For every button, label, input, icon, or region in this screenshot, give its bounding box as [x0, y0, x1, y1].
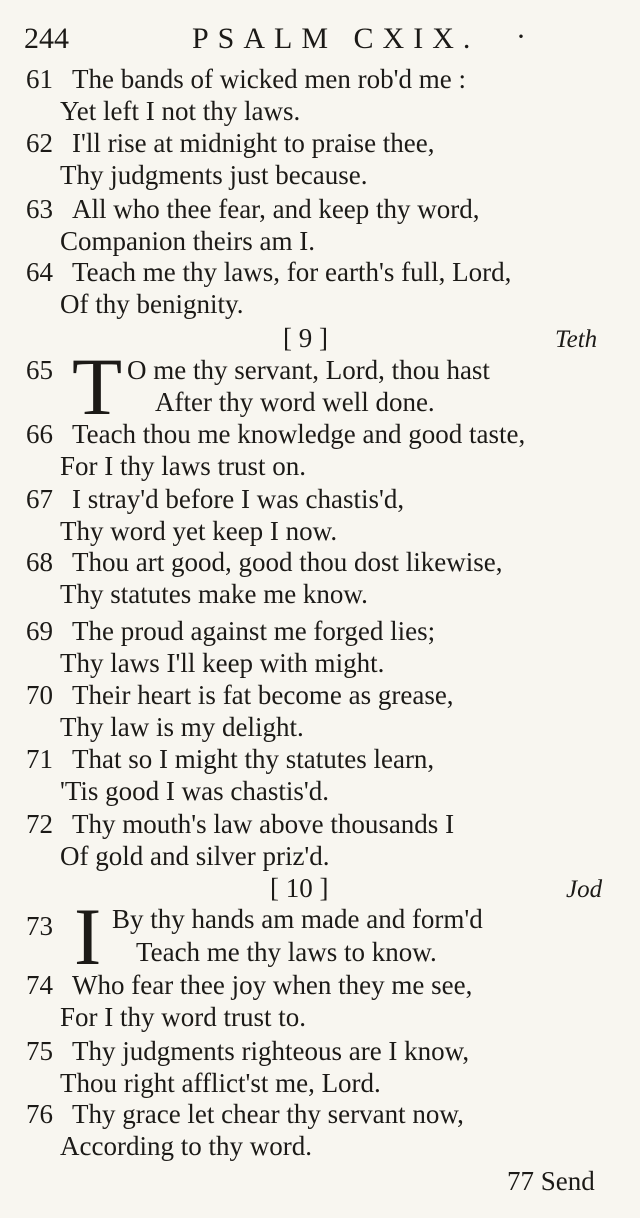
- verse-text: By thy hands am made and form'd: [112, 904, 483, 934]
- verse-number: 71: [26, 744, 53, 774]
- hebrew-letter: Teth: [555, 326, 598, 353]
- verse-number: 74: [26, 970, 53, 1000]
- verse-line-cont: Thou right afflict'st me, Lord.: [60, 1068, 381, 1098]
- drop-cap: T: [72, 341, 123, 432]
- verse-text: I stray'd before I was chastis'd,: [72, 484, 405, 514]
- section-number: [ 10 ]: [270, 873, 329, 903]
- verse-line: [26, 682, 454, 709]
- page-number: 244: [24, 22, 69, 55]
- header-dot: ·: [516, 20, 526, 53]
- verse-line: [26, 259, 511, 286]
- verse-number: 70: [26, 680, 53, 710]
- verse-line: [26, 1038, 469, 1065]
- verse-line-cont: Of thy benignity.: [60, 289, 244, 319]
- verse-number: 72: [26, 809, 53, 839]
- verse-text: Teach thou me knowledge and good taste,: [72, 419, 526, 449]
- section-number: [ 9 ]: [283, 323, 328, 353]
- verse-text: The bands of wicked men rob'd me :: [72, 64, 467, 94]
- hebrew-letter: Jod: [566, 876, 603, 903]
- verse-number: 73: [26, 911, 53, 941]
- verse-line-cont: Thy word yet keep I now.: [60, 516, 338, 546]
- verse-line-cont: Thy laws I'll keep with might.: [60, 648, 385, 678]
- verse-text: I'll rise at midnight to praise thee,: [72, 128, 435, 158]
- verse-number: 61: [26, 64, 53, 94]
- verse-line: [26, 130, 435, 157]
- verse-line-cont: Teach me thy laws to know.: [136, 937, 437, 967]
- verse-line-cont: Thy law is my delight.: [60, 712, 304, 742]
- verse-number: 76: [26, 1099, 53, 1129]
- verse-line-cont: Thy statutes make me know.: [60, 579, 368, 609]
- verse-number: 62: [26, 128, 53, 158]
- verse-line-cont: Thy judgments just because.: [60, 160, 368, 190]
- verse-line: [26, 486, 404, 513]
- verse-text: The proud against me forged lies;: [72, 616, 436, 646]
- verse-text: Thy grace let chear thy servant now,: [72, 1099, 464, 1129]
- verse-text: That so I might thy statutes learn,: [72, 744, 435, 774]
- verse-line-cont: For I thy laws trust on.: [60, 451, 306, 481]
- verse-line: [26, 549, 502, 576]
- verse-line: [26, 1101, 464, 1128]
- verse-text: All who thee fear, and keep thy word,: [72, 194, 480, 224]
- verse-line-cont: Companion theirs am I.: [60, 226, 315, 256]
- catchword: 77 Send: [507, 1166, 595, 1196]
- verse-line: [26, 196, 480, 223]
- verse-line: [26, 618, 435, 645]
- verse-line: [26, 746, 434, 773]
- verse-line-cont: For I thy word trust to.: [60, 1002, 306, 1032]
- running-title: PSALM CXIX.: [192, 22, 480, 55]
- verse-line-cont: After thy word well done.: [155, 387, 435, 417]
- verse-text: Thou art good, good thou dost likewise,: [72, 547, 503, 577]
- verse-text: O me thy servant, Lord, thou hast: [127, 355, 490, 385]
- verse-number: 66: [26, 419, 53, 449]
- verse-line: [26, 811, 454, 838]
- verse-number: 64: [26, 257, 53, 287]
- verse-number: 68: [26, 547, 53, 577]
- verse-number: 67: [26, 484, 53, 514]
- page-header: [24, 22, 624, 62]
- verse-text: Teach me thy laws, for earth's full, Lord,: [72, 257, 512, 287]
- drop-cap: I: [74, 891, 102, 982]
- verse-line-cont: Yet left I not thy laws.: [60, 96, 301, 126]
- verse-line-cont: Of gold and silver priz'd.: [60, 841, 330, 871]
- verse-line: [26, 972, 472, 999]
- verse-text: Who fear thee joy when they me see,: [72, 970, 473, 1000]
- verse-number: 75: [26, 1036, 53, 1066]
- verse-line: [26, 421, 525, 448]
- verse-number: 69: [26, 616, 53, 646]
- verse-line: [26, 66, 466, 93]
- verse-text: Thy mouth's law above thousands I: [72, 809, 455, 839]
- verse-number: 65: [26, 355, 53, 385]
- verse-line-cont: 'Tis good I was chastis'd.: [60, 776, 329, 806]
- verse-number: 63: [26, 194, 53, 224]
- verse-line-cont: According to thy word.: [60, 1131, 312, 1161]
- verse-text: Thy judgments righteous are I know,: [72, 1036, 470, 1066]
- verse-text: Their heart is fat become as grease,: [72, 680, 454, 710]
